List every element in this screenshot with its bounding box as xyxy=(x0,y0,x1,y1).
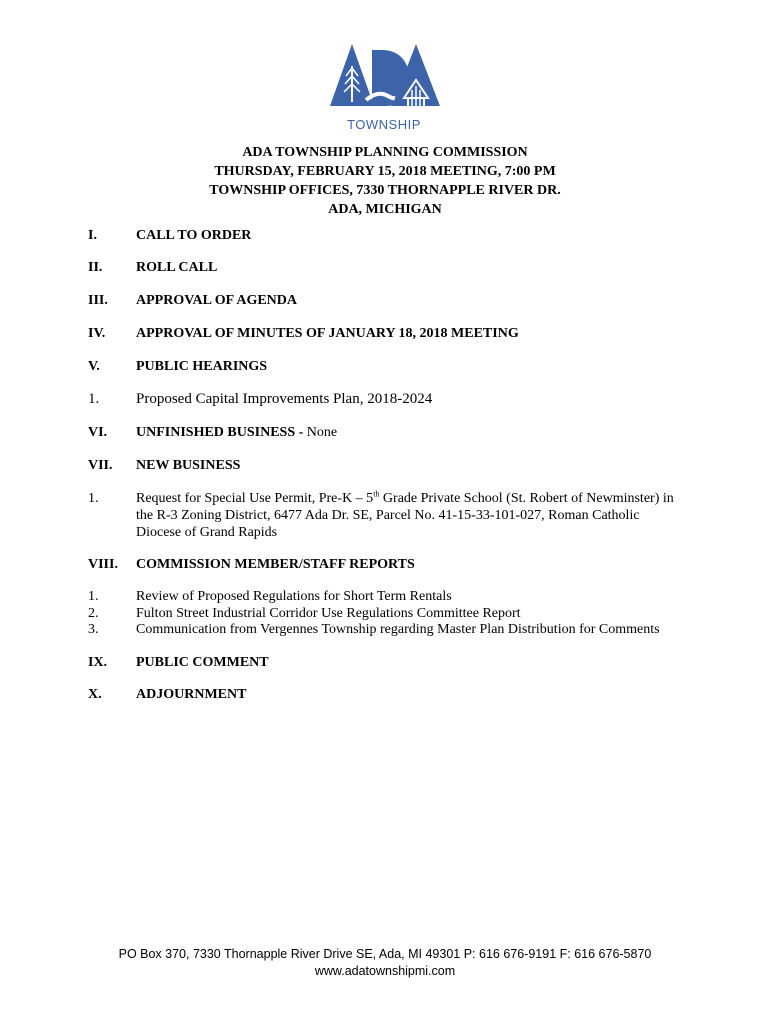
section-title: CALL TO ORDER xyxy=(136,228,252,243)
footer-website-link[interactable]: www.adatownshipmi.com xyxy=(314,964,456,978)
section-number: VI. xyxy=(88,425,108,440)
section-number: VII. xyxy=(88,458,113,473)
header-date-time: THURSDAY, FEBRUARY 15, 2018 MEETING, 7:00 PM xyxy=(214,164,556,179)
section-title: COMMISSION MEMBER/STAFF REPORTS xyxy=(136,557,415,572)
item-text: Proposed Capital Improvements Plan, 2018-2024 xyxy=(136,391,433,407)
section-suffix: None xyxy=(303,425,338,440)
item-superscript: th xyxy=(373,489,380,499)
item-text: Request for Special Use Permit, Pre-K – 5 xyxy=(136,491,374,506)
logo-mark-icon xyxy=(326,40,442,118)
section-title: ROLL CALL xyxy=(136,260,218,275)
page-footer xyxy=(0,946,770,980)
item-number: 1. xyxy=(88,391,100,407)
item-number: 1. xyxy=(88,491,99,506)
item-text: Fulton Street Industrial Corridor Use Regulations Committee Report xyxy=(136,606,521,621)
header-commission: ADA TOWNSHIP PLANNING COMMISSION xyxy=(242,145,528,160)
item-number: 2. xyxy=(88,606,99,621)
section-number: I. xyxy=(88,228,97,243)
section-number: VIII. xyxy=(88,557,118,572)
footer-address: PO Box 370, 7330 Thornapple River Drive SE, Ada, MI 49301 P: 616 676-9191 F: 616 676-5870 xyxy=(118,947,652,961)
item-text-line2: the R-3 Zoning District, 6477 Ada Dr. SE, Parcel No. 41-15-33-101-027, Roman Catholic xyxy=(136,508,640,523)
section-title: UNFINISHED BUSINESS - xyxy=(136,425,304,440)
section-number: IX. xyxy=(88,655,108,670)
section-number: IV. xyxy=(88,326,106,341)
section-number: X. xyxy=(88,687,102,702)
section-number: II. xyxy=(88,260,103,275)
section-number: III. xyxy=(88,293,108,308)
header-city: ADA, MICHIGAN xyxy=(328,202,442,217)
item-text: Review of Proposed Regulations for Short Term Rentals xyxy=(136,589,452,604)
section-title: NEW BUSINESS xyxy=(136,458,241,473)
logo-wordmark: TOWNSHIP xyxy=(347,117,421,132)
item-text: Communication from Vergennes Township regarding Master Plan Distribution for Comments xyxy=(136,622,660,637)
item-text-line3: Diocese of Grand Rapids xyxy=(136,525,278,540)
item-number: 1. xyxy=(88,589,99,604)
section-title: APPROVAL OF MINUTES OF JANUARY 18, 2018 MEETING xyxy=(136,326,519,341)
ada-township-logo xyxy=(326,40,442,132)
item-text-continued: Grade Private School (St. Robert of Newminster) in xyxy=(379,491,674,506)
section-title: APPROVAL OF AGENDA xyxy=(136,293,298,308)
section-number: V. xyxy=(88,359,100,374)
item-number: 3. xyxy=(88,622,99,637)
meeting-header xyxy=(0,143,770,219)
header-location: TOWNSHIP OFFICES, 7330 THORNAPPLE RIVER DR. xyxy=(209,183,561,198)
section-title: PUBLIC COMMENT xyxy=(136,655,269,670)
section-title: PUBLIC HEARINGS xyxy=(136,359,268,374)
section-title: ADJOURNMENT xyxy=(136,687,247,702)
